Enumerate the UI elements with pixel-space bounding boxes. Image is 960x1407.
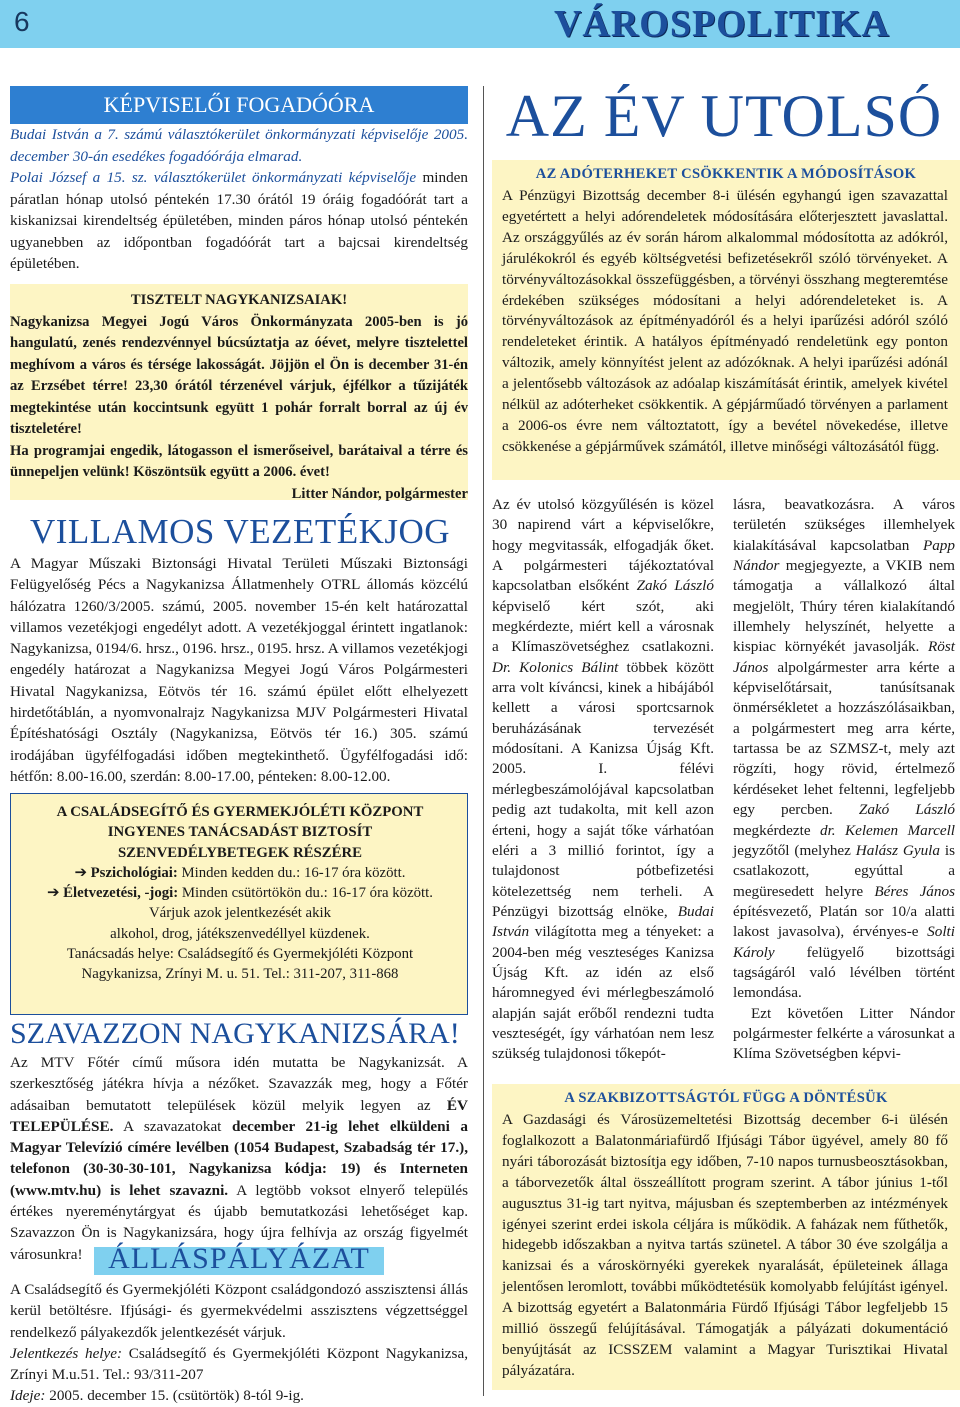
- kepviseloi-p1: Budai István a 7. számú választókerület önkormányzati képviselője 2005. december 30-án esedékes fogadóórája elmarad.: [10, 126, 468, 165]
- greeting-p2: Ha programjai engedik, látogasson el ismerőseivel, barátaival a térre és ünnepeljen velünk! Köszöntsük együtt a 2006. évet!: [10, 442, 468, 480]
- arrow-right-icon: ➔: [74, 864, 87, 881]
- csaladsegito-line2-label: Életvezetési, -jogi:: [63, 885, 179, 902]
- szavazzon-body: [10, 1052, 468, 1265]
- allas-body: [10, 1279, 468, 1407]
- col-b-name5: Halász Gyula: [855, 841, 940, 859]
- col-a-text2: képviselő kért szót, aki megkérdezte, miért kell a városnak a Klímaszövetséghez csatlakozni.: [492, 597, 714, 656]
- kepviseloi-body: [10, 124, 468, 275]
- col-b-text4: megkérdezte: [733, 821, 820, 839]
- csaladsegito-line1-text: Minden kedden du.: 16-17 óra között.: [177, 864, 406, 881]
- szavazzon-t2: A szavazatokat: [113, 1117, 232, 1135]
- col-b-p2: Ezt követően Litter Nándor polgármester felkérte a városunkat a Klíma Szövetségben képvi-: [733, 1004, 955, 1063]
- col-b-text5: jegyzőtől (melyhez: [733, 841, 856, 859]
- csaladsegito-line5: Tanácsadás helye: Családsegítő és Gyermekjóléti Központ: [66, 946, 414, 963]
- col-a-text4: világította meg a tényeket: a 2004-ben még veszteséges Kanizsa Újság Kft. az idén az első háromnegyed évi mérlegbeszámoló alapján saját erőből rendezni tudta veszteségét, így várhatóan nem lesz szükség tulajdonosi tőkepót-: [492, 923, 714, 1063]
- allas-p1: A Családsegítő és Gyermekjóléti Központ családgondozó asszisztensi állás kerül betöltésre. Ifjúsági- és gyermekvédelmi asszisztens végzettséggel rendelkező pályakezdők jelentkezését várjuk.: [10, 1281, 468, 1341]
- page-number: 6: [14, 6, 30, 37]
- csaladsegito: [16, 802, 464, 985]
- szavazzon-t1: Az MTV Főtér című műsora idén mutatta be Nagykanizsát. A szerkesztőség játékra hívja a nézőket. Szavazzák meg, hogy a Főtér adásaiban bemutatott települések közül melyik legyen az: [10, 1054, 468, 1114]
- col-a-text3: többek között arra volt kíváncsi, kinek a hibájából kellett a városi sportcsarnok beruházásának tervezését módosítani. A Kanizsa Újság Kft. 2005. I. félévi mérlegbeszámolójával kapcsolatban pedig azt tudakolta, mit kell azon érteni, hogy a saját tőke várhatóan eléri a 3 millió forintot, így a tulajdonost pótbefizetési kötelezettség nem terheli. A Pénzügyi bizottság elnöke,: [492, 658, 714, 920]
- csaladsegito-title1: A CSALÁDSEGÍTŐ ÉS GYERMEKJÓLÉTI KÖZPONT: [56, 804, 424, 820]
- allas-p2-label: Jelentkezés helye:: [10, 1344, 123, 1362]
- kepviseloi-p2-text: minden páratlan hónap utolsó péntekén 17.30 órától 19 óráig fogadóórát tart a kiskanizsai kirendeltség épületében, minden páros hónap utolsó péntekén ugyanebben az időpontban fogadóórát tart a bajcsai kirendeltség épületében.: [10, 169, 468, 272]
- col-b-name3: Zakó László: [858, 801, 955, 819]
- right-title: AZ ÉV UTOLSÓ: [505, 83, 943, 149]
- col-b-name2: Röst János: [733, 638, 955, 676]
- col-b-name4: dr. Kelemen Marcell: [819, 821, 956, 839]
- col-a-text1: Az év utolsó közgyűlésén is közel 30 napirend várt a képviselőkre, hogy megvitassák, elfogadják őket. A polgármesteri tájékoztatóval kapcsolatban elsőként: [492, 496, 714, 595]
- greeting-p1: Nagykanizsa Megyei Jogú Város Önkormányzata 2005-ben is jó hangulatú, zenés rendezvénnyel búcsúztatja az óévet, melyre tisztelettel meghívom a város és térsége lakosságát. Jöjjön el Ön is december 31-én az Erzsébet térre! 23,30 órától térzenével várjuk, éjfélkor a tűzijáték megtekintése után koccintsunk együtt 1 pohár forralt borral az új év tiszteletére!: [10, 313, 468, 437]
- csaladsegito-line6: Nagykanizsa, Zrínyi M. u. 51. Tel.: 311-207, 311-868: [81, 966, 399, 983]
- col-b-name6: Béres János: [874, 882, 956, 900]
- szak-heading: A SZAKBIZOTTSÁGTÓL FÜGG A DÖNTÉSÜK: [564, 1090, 888, 1106]
- article-column-a: [492, 495, 714, 1065]
- col-b-text2: megjegyezte, a VKIB nem támogatja a vállalkozó által megjelölt, Thúry téren kialakítandó illemhely helyszínét, helyette a kispiac környékét javasolják.: [733, 557, 955, 656]
- kepviseloi-p2-name: Polai József a 15. sz. választókerület önkormányzati képviselője: [10, 169, 417, 186]
- szak-body: A Gazdasági és Városüzemeltetési Bizottság december 6-i ülésén foglalkozott a Balatonmáriafürdő Ifjúsági Tábor ügyével, amely 80 fő nyári táborozását biztosítja egy időben, 7-10 napos turnusbeosztásokban, a táborvezetők által összeállított program szerint. A tábor június 1-től augusztus 31-ig tart nyitva, májusban és szeptemberben az intézmények igényei szerint erdei iskola céljára is működik. A faházak nem fűthetők, hidegebb időszakban a nyitva tartás szünetel. A tábor 30 éve szolgálja a kanizsai és a városkörnyéki gyerekek nyaralását, épületeinek állaga jelentősen leromlott, további működtetésük komolyabb felújítást igényel. A bizottság egyetért a Balatonmária Fürdő Ifjúsági Tábor legfeljebb 15 millió összegű felújításával. Támogatják a pályázati dokumentáció benyújtását az ICSSZEM valamint a Magyar Turisztikai Hivatal pályázatára.: [502, 1111, 948, 1379]
- col-b-text6: is csatlakozott, egyúttal a megüresedett helyre: [733, 841, 955, 900]
- col-a-name1: Zakó László: [636, 577, 714, 595]
- greeting: [10, 290, 468, 505]
- col-b-text7: építésvezető, Platán sor 10/a alatti lakost javasolva), érvényes-e: [733, 902, 955, 941]
- allas-p3-label: Ideje:: [10, 1387, 46, 1405]
- szavazzon-title: SZAVAZZON NAGYKANIZSÁRA!: [10, 1017, 460, 1050]
- greeting-signature: Litter Nándor, polgármester: [291, 485, 468, 502]
- szavazzon-b2: december 21-ig lehet elküldeni a Magyar Televízió címére levélben (1054 Budapest, Szabadság tér 17.), telefonon (30-30-30-101, Nagykanizsa kódja: 19) és Interneten (www.mtv.hu) is lehet szavazni.: [10, 1117, 468, 1199]
- allas-title: ÁLLÁSPÁLYÁZAT: [108, 1242, 370, 1275]
- szavazzon-b1: ÉV TELEPÜLÉSE.: [10, 1096, 468, 1135]
- greeting-title: TISZTELT NAGYKANIZSAIAK!: [130, 292, 348, 308]
- csaladsegito-title3: SZENVEDÉLYBETEGEK RÉSZÉRE: [117, 844, 363, 861]
- section-title: VÁROSPOLITIKA: [553, 3, 890, 45]
- col-b-name1: Papp Nándor: [733, 536, 955, 575]
- col-b-text3: alpolgármester arra kérte a képviselőtársait, tanúsítsanak önmérsékletet a hozzászólásaikban, a polgármestert meg arra kérte, tartassa be az SZMSZ-t, mely azt rögzíti, hogy rövid, értelmező kérdéseket lehet feltenni, legfeljebb egy percben.: [733, 658, 955, 819]
- kepviseloi-title: KÉPVISELŐI FOGADÓÓRA: [10, 86, 468, 124]
- csaladsegito-title2: INGYENES TANÁCSADÁST BIZTOSÍT: [107, 824, 373, 841]
- col-a-name2: Dr. Kolonics Bálint: [492, 658, 619, 676]
- allas-p3-text: 2005. december 15. (csütörtök) 8-tól 9-ig.: [45, 1387, 304, 1405]
- csaladsegito-line1-label: Pszichológiai:: [90, 864, 178, 881]
- article-column-b: [733, 495, 955, 1065]
- col-b-text1: lásra, beavatkozásra. A város területén szükséges illemhelyek kialakításával kapcsolatban: [733, 496, 955, 554]
- ado-body: A Pénzügyi Bizottság december 8-i ülésén egyhangú igen szavazattal egyetértett a helyi adórendeletek módosítására előterjesztett javaslattal. Az országgyűlés az év során három alkalommal módosította az adókról, járulékokról és egyéb költségvetési befizetésekről szóló törvényeket. A törvényváltozásokkal összefüggésben, a törvényi összhang megteremtése érdekében szükséges módosítani a helyi adórendeleteket is. A törvényváltozások az építményadóról és a helyi iparűzési adóról szóló rendeleteket érintik. A hatályos építményadó rendeletünk egy ponton változik, amely könnyítést jelent az adózóknak. A helyi iparűzési adónál a jelentősebb változások az adóalap kiszámítását érintik, amelyek kivétel nélkül az adóterheket csökkentik. A gépjárműadó törvényen a parlament a 2006-os évre nem változtatott, így a bevétel növekedése, illetve csökkenése a gépjárművek számától, illetve minőségi változásától függ.: [502, 187, 948, 455]
- villamos-title: VILLAMOS VEZETÉKJOG: [30, 512, 451, 551]
- ado-heading: AZ ADÓTERHEKET CSÖKKENTIK A MÓDOSÍTÁSOK: [535, 166, 917, 182]
- csaladsegito-line4: alkohol, drog, játékszenvedéllyel küzdenek.: [110, 925, 370, 942]
- csaladsegito-line3: Várjuk azok jelentkezését akik: [149, 905, 331, 922]
- csaladsegito-line2-text: Minden csütörtökön du.: 16-17 óra között.: [178, 885, 433, 902]
- szavazzon-t3: A legtöbb voksot elnyerő település értékes nyereménytárgyat és újabb bemutatkozási lehetőséget kap. Szavazzon Ön is Nagykanizsára, hogy újra felhívja az ország figyelmét városunkra!: [10, 1181, 468, 1263]
- allas-p2-text: Családsegítő és Gyermekjóléti Központ Nagykanizsa, Zrínyi M.u.51. Tel.: 93/311-207: [10, 1344, 468, 1384]
- col-b-name7: Solti Károly: [733, 923, 955, 961]
- arrow-right-icon: ➔: [47, 885, 60, 902]
- column-divider: [483, 86, 484, 1396]
- col-a-name3: Budai István: [492, 902, 714, 941]
- col-b-text8: felügyelő bizottsági tagságáról való lévélben történt lemondása.: [733, 943, 955, 1002]
- villamos-body: A Magyar Műszaki Biztonsági Hivatal Területi Műszaki Biztonsági Felügyelőség Pécs a Nagykanizsa Állatmenhely OTRL állomás közcélú hálózatra 1260/3/2005. számú, 2005. november 15-én kelt határozattal villamos vezetékjogi engedélyt adott. A vezetékjoggal érintett ingatlanok: Nagykanizsa, 0194/6. hrsz., 0196. hrsz., 0195. hrsz. A villamos vezetékjogi engedély határozat a Nagykanizsa Megyei Jogú Város Polgármesteri Hivatal Nagykanizsa, Eötvös tér 16. számú épület előtt elhelyezett hirdetőtáblán, a nyomvonalrajz Nagykanizsa MJV Polgármesteri Hivatal Építéshatósági Osztály (Nagykanizsa, Eötvös tér 16.) 305. számú irodájában ügyfélfogadási időben megtekinthető. Ügyfélfogadási idő: hétfőn: 8.00-16.00, szerdán: 8.00-17.00, pénteken: 8.00-12.00.: [10, 555, 468, 785]
